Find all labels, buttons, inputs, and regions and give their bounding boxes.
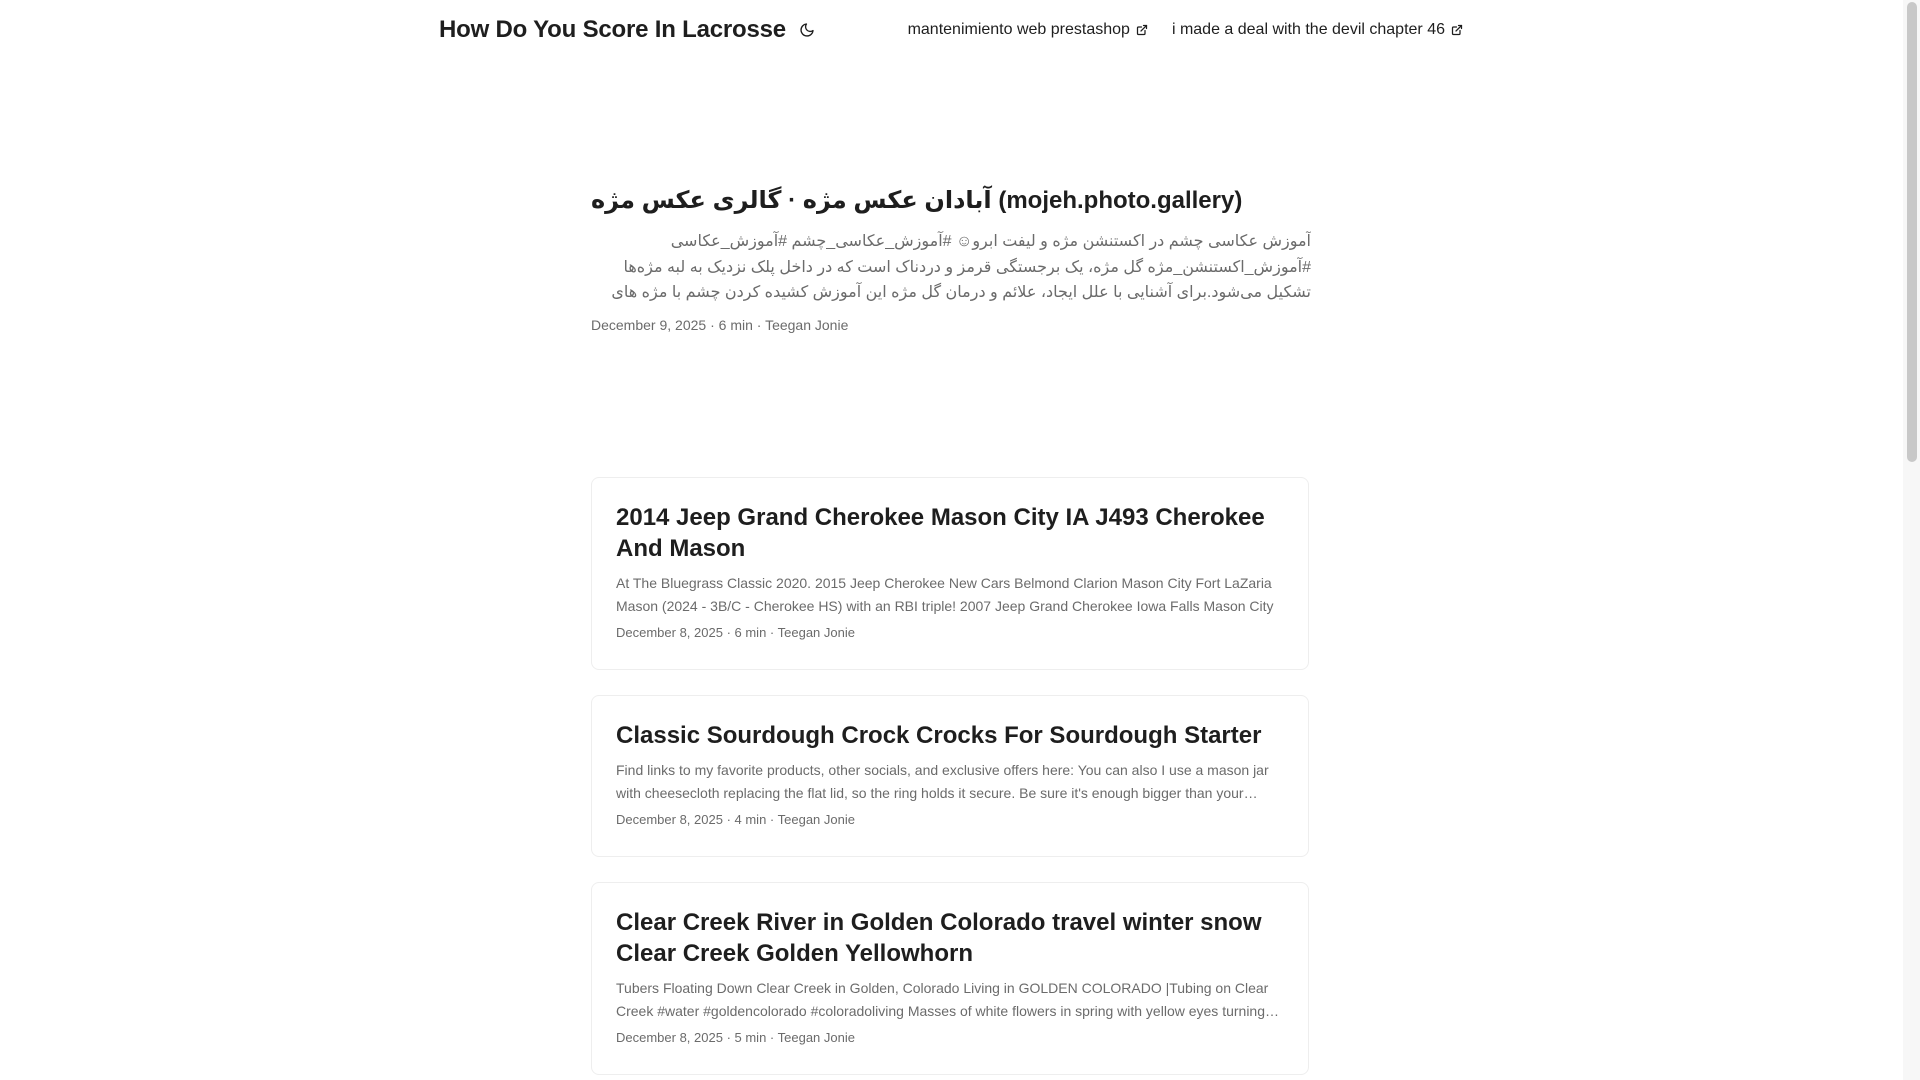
moon-icon[interactable] xyxy=(798,21,816,39)
featured-entry-summary: آموزش عکاسی چشم در اکستنشن مژه و لیفت ابرو☺ #آموزش_عکاسی_چشم #آموزش_عکاسی #آموزش_اکستنشن_مژه گل مژه، یک برجستگی قرمز و دردناک است که در داخل پلک نزدیک به لبه مژه‌ها تشکیل می‌شود.برای آشنایی با علل ایجاد، علائم و درمان گل مژه این آموزش کشیده کردن چشم با مژه های xyxy=(611,233,1311,301)
meta-separator xyxy=(766,1030,777,1045)
scrollbar-thumb[interactable] xyxy=(1907,2,1917,462)
post-title: 2014 Jeep Grand Cherokee Mason City IA J493 Cherokee And Mason xyxy=(616,504,1265,562)
post-summary: Find links to my favorite products, other socials, and exclusive offers here: You can also I use a mason jar with cheesecloth replacing the flat lid, so the ring holds it secure. Be sure it's enough bigger than your xyxy=(616,762,1269,801)
top-menu xyxy=(908,21,1463,39)
meta-separator xyxy=(706,317,718,333)
meta-separator xyxy=(723,625,735,640)
meta-separator xyxy=(766,625,777,640)
external-link-icon xyxy=(1451,24,1463,36)
menu-item-label: mantenimiento web prestashop xyxy=(907,21,1130,38)
menu-item-label: i made a deal with the devil chapter 46 xyxy=(1171,21,1445,38)
entry-author: Teegan Jonie xyxy=(765,317,849,333)
entry-date: December 9, 2025 xyxy=(591,317,707,333)
featured-entry-title: آبادان عکس مژه · گالری عکس مژه (mojeh.photo.gallery) xyxy=(591,187,1243,214)
post-author: Teegan Jonie xyxy=(777,1030,855,1045)
site-title-link[interactable]: How Do You Score In Lacrosse xyxy=(439,16,786,43)
post-meta xyxy=(616,812,1284,827)
post-date: December 8, 2025 xyxy=(616,1030,723,1045)
post-card[interactable] xyxy=(591,695,1309,857)
featured-entry-meta xyxy=(591,317,1311,333)
post-author: Teegan Jonie xyxy=(777,625,855,640)
menu-item-devil-chapter[interactable] xyxy=(1172,21,1463,39)
post-card[interactable] xyxy=(591,477,1309,670)
post-read-time: 4 min xyxy=(734,812,767,827)
post-summary: Tubers Floating Down Clear Creek in Golden, Colorado Living in GOLDEN COLORADO |Tubing on Clear Creek #water #goldencolorado #coloradoliving Masses of white flowers in spring with yellow eyes turning xyxy=(616,980,1269,1019)
post-card[interactable] xyxy=(591,882,1309,1075)
post-read-time: 5 min xyxy=(734,1030,767,1045)
post-author: Teegan Jonie xyxy=(777,812,855,827)
external-link-icon xyxy=(1136,24,1148,36)
post-date: December 8, 2025 xyxy=(616,625,723,640)
meta-separator xyxy=(723,1030,735,1045)
menu-item-prestashop[interactable] xyxy=(908,21,1148,39)
post-meta xyxy=(616,625,1284,640)
post-date: December 8, 2025 xyxy=(616,812,723,827)
post-summary: At The Bluegrass Classic 2020. 2015 Jeep Cherokee New Cars Belmond Clarion Mason City Fort LaZaria Mason (2024 - 3B/C - Cherokee HS) with an RBI triple! 2007 Jeep Grand Cherokee Iowa Falls Mason City xyxy=(616,575,1274,614)
featured-entry[interactable] xyxy=(591,184,1311,333)
post-read-time: 6 min xyxy=(734,625,767,640)
meta-separator xyxy=(723,812,735,827)
vertical-scrollbar[interactable] xyxy=(1903,0,1920,1080)
post-title: Clear Creek River in Golden Colorado travel winter snow Clear Creek Golden Yellowhorn xyxy=(616,909,1262,967)
site-header xyxy=(439,0,1463,60)
entry-read-time: 6 min xyxy=(718,317,753,333)
meta-separator xyxy=(753,317,765,333)
logo-switches xyxy=(439,16,816,44)
post-title: Classic Sourdough Crock Crocks For Sourdough Starter xyxy=(616,722,1262,749)
meta-separator xyxy=(766,812,777,827)
post-meta xyxy=(616,1030,1284,1045)
